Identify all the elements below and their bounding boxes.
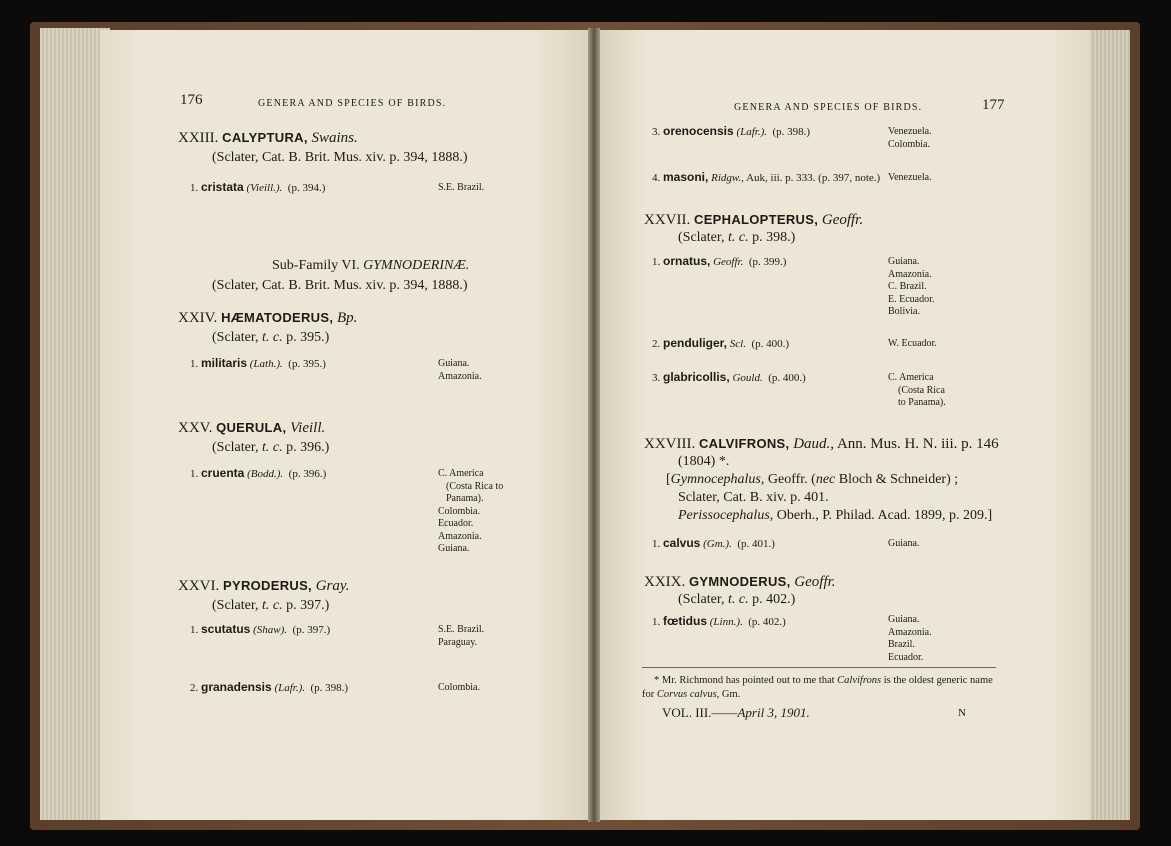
subfamily-heading: Sub-Family VI. GYMNODERINÆ. xyxy=(272,258,470,273)
section-reference: (Sclater, t. c. p. 395.) xyxy=(212,330,330,345)
species-localities: Guiana. Amazonia. Brazil. Ecuador. xyxy=(888,614,932,663)
footnote-rule xyxy=(642,667,996,668)
species-entry: 3. glabricollis, Gould. (p. 400.) xyxy=(652,370,806,384)
section-heading: XXVII. CEPHALOPTERUS, Geoffr. xyxy=(644,212,864,228)
species-entry: 1. ornatus, Geoffr. (p. 399.) xyxy=(652,254,787,268)
section-heading: XXIII. CALYPTURA, Swains. xyxy=(178,130,358,146)
species-localities: Venezuela. Colombia. xyxy=(888,126,932,150)
species-localities: S.E. Brazil. xyxy=(438,182,485,193)
page-edges-right xyxy=(1086,30,1130,820)
running-head-left: GENERA AND SPECIES OF BIRDS. xyxy=(258,98,447,109)
subfamily-reference: (Sclater, Cat. B. Brit. Mus. xiv. p. 394, 1888.) xyxy=(212,278,468,293)
species-entry: 1. cristata (Vieill.). (p. 394.) xyxy=(190,180,326,194)
section-reference: (Sclater, t. c. p. 396.) xyxy=(212,440,330,455)
species-entry: 3. orenocensis (Lafr.). (p. 398.) xyxy=(652,124,811,138)
section-heading: XXIV. HÆMATODERUS, Bp. xyxy=(178,310,358,326)
section-reference: (Sclater, t. c. p. 398.) xyxy=(678,230,796,245)
section-reference: (Sclater, t. c. p. 397.) xyxy=(212,598,330,613)
species-entry: 2. penduliger, Scl. (p. 400.) xyxy=(652,336,790,350)
section-heading: XXIX. GYMNODERUS, Geoffr. xyxy=(644,574,836,590)
section-heading: XXVIII. CALVIFRONS, Daud., Ann. Mus. H. N. iii. p. 146 xyxy=(644,436,999,452)
synonym-line: [Gymnocephalus, Geoffr. (nec Bloch & Schneider) ; xyxy=(666,472,959,487)
species-entry: 1. militaris (Lath.). (p. 395.) xyxy=(190,356,326,370)
species-entry: 1. cruenta (Bodd.). (p. 396.) xyxy=(190,466,327,480)
species-localities: C. America (Costa Rica to Panama). xyxy=(888,372,946,408)
species-localities: Guiana. Amazonia. xyxy=(438,358,482,382)
footnote: * Mr. Richmond has pointed out to me that Calvifrons is the oldest generic name xyxy=(654,675,993,686)
signature-mark: N xyxy=(958,707,966,719)
species-entry: 4. masoni, Ridgw., Auk, iii. p. 333. (p. 397, note.) xyxy=(652,170,881,184)
section-heading: XXVI. PYRODERUS, Gray. xyxy=(178,578,350,594)
right-page xyxy=(596,30,1090,820)
species-entry: 1. fœtidus (Linn.). (p. 402.) xyxy=(652,614,786,628)
section-reference: (Sclater, Cat. B. Brit. Mus. xiv. p. 394, 1888.) xyxy=(212,150,468,165)
species-localities: Guiana. xyxy=(888,538,920,549)
species-localities: Colombia. xyxy=(438,682,480,693)
section-reference: (1804) *. xyxy=(678,454,730,469)
synonym-line: Sclater, Cat. B. xiv. p. 401. xyxy=(678,490,829,505)
species-localities: Guiana. Amazonia. C. Brazil. E. Ecuador. Bolivia. xyxy=(888,256,935,317)
species-localities: C. America (Costa Rica to Panama). Colombia. Ecuador. Amazonia. Guiana. xyxy=(438,468,504,554)
page-number-right: 177 xyxy=(982,97,1005,113)
species-entry: 1. scutatus (Shaw). (p. 397.) xyxy=(190,622,331,636)
species-entry: 1. calvus (Gm.). (p. 401.) xyxy=(652,536,775,550)
book-gutter xyxy=(588,28,600,822)
species-entry: 2. granadensis (Lafr.). (p. 398.) xyxy=(190,680,349,694)
footnote-continued: for Corvus calvus, Gm. xyxy=(642,689,741,700)
species-localities: S.E. Brazil. Paraguay. xyxy=(438,624,485,648)
synonym-line: Perissocephalus, Oberh., P. Philad. Acad. 1899, p. 209.] xyxy=(678,508,993,523)
left-page xyxy=(100,30,592,820)
species-localities: Venezuela. xyxy=(888,172,932,183)
running-head-right: GENERA AND SPECIES OF BIRDS. xyxy=(734,102,923,113)
signature-line: VOL. III.——April 3, 1901. xyxy=(662,705,810,720)
section-reference: (Sclater, t. c. p. 402.) xyxy=(678,592,796,607)
section-heading: XXV. QUERULA, Vieill. xyxy=(178,420,326,436)
page-number-left: 176 xyxy=(180,92,203,108)
species-localities: W. Ecuador. xyxy=(888,338,937,349)
